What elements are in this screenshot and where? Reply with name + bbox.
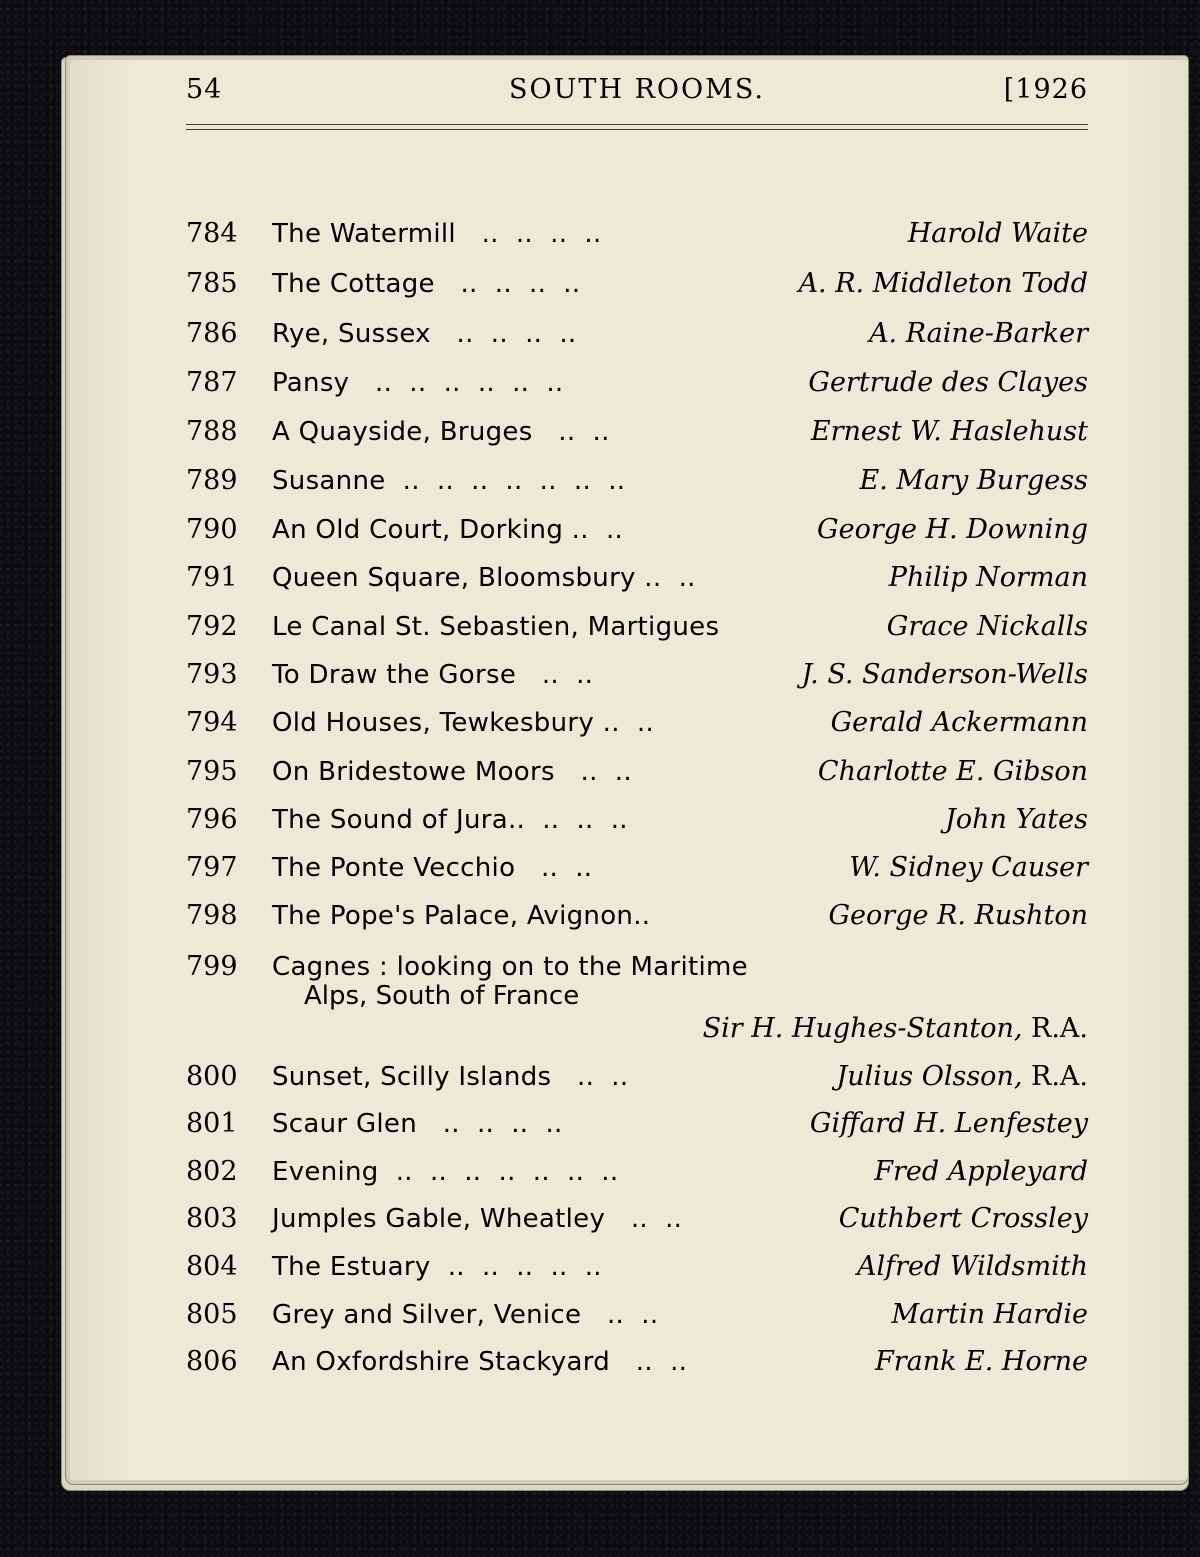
artist-name: E. Mary Burgess: [859, 465, 1088, 496]
list-item: [186, 1108, 1088, 1148]
artist-name-group: [908, 218, 1088, 249]
catalogue-number: 796: [186, 804, 238, 835]
artwork-title: A Quayside, Bruges .. ..: [272, 417, 610, 447]
artist-name: Gerald Ackermann: [830, 707, 1088, 738]
artist-name-group: [874, 1156, 1088, 1187]
page-title: SOUTH ROOMS.: [509, 74, 765, 105]
artist-name-group: [891, 1299, 1088, 1330]
artwork-title: Le Canal St. Sebastien, Martigues: [272, 612, 720, 642]
artist-name-group: [818, 756, 1088, 787]
artist-name: A. Raine-Barker: [869, 318, 1088, 349]
artwork-title: Grey and Silver, Venice .. ..: [272, 1300, 659, 1330]
artist-name: Charlotte E. Gibson: [817, 756, 1088, 787]
catalogue-number: 789: [186, 465, 238, 496]
artist-name: Gertrude des Clayes: [808, 367, 1088, 398]
artist-name: John Yates: [945, 804, 1088, 835]
catalogue-number: 788: [186, 416, 238, 447]
artist-name: Grace Nickalls: [886, 611, 1088, 642]
catalogue-number: 786: [186, 318, 238, 349]
artist-name: Cuthbert Crossley: [838, 1203, 1088, 1234]
artist-name: Harold Waite: [907, 218, 1088, 249]
artwork-title: The Estuary .. .. .. .. ..: [272, 1252, 602, 1282]
artist-name-group: [799, 268, 1088, 299]
catalogue-number: 785: [186, 268, 238, 299]
list-item: [186, 416, 1088, 456]
catalogue-number: 791: [186, 562, 238, 593]
list-item: [186, 465, 1088, 505]
list-item: [186, 1061, 1088, 1101]
artwork-title: Susanne .. .. .. .. .. .. ..: [272, 466, 626, 496]
artwork-title: Pansy .. .. .. .. .. ..: [272, 368, 564, 398]
artwork-title: To Draw the Gorse .. ..: [272, 660, 594, 690]
catalogue-number: 806: [186, 1346, 238, 1377]
artist-name-group: [817, 514, 1088, 545]
list-item: [186, 367, 1088, 407]
artist-name: Giffard H. Lenfestey: [809, 1108, 1088, 1139]
artist-name-group: [808, 367, 1088, 398]
list-item: [186, 900, 1088, 940]
catalogue-number: 797: [186, 852, 238, 883]
artwork-title: On Bridestowe Moors .. ..: [272, 757, 632, 787]
list-item: [186, 1299, 1088, 1339]
artist-name-group: [887, 611, 1088, 642]
artwork-title: The Pope's Palace, Avignon..: [272, 901, 651, 931]
catalogue-number: 793: [186, 659, 238, 690]
catalogue-number: 803: [186, 1203, 238, 1234]
list-item: [186, 318, 1088, 358]
list-item: [186, 514, 1088, 554]
artist-name: W. Sidney Causer: [849, 852, 1088, 883]
artist-name-group: [869, 318, 1088, 349]
list-item: [186, 756, 1088, 796]
catalogue-number: 784: [186, 218, 238, 249]
artist-name-group: [811, 416, 1088, 447]
artwork-title: Rye, Sussex .. .. .. ..: [272, 319, 577, 349]
list-item: [186, 852, 1088, 892]
artist-name: George H. Downing: [817, 514, 1088, 545]
artwork-title-continuation: Alps, South of France: [304, 981, 580, 1011]
artist-name-group: [810, 1108, 1088, 1139]
list-item: [186, 218, 1088, 258]
artist-name: Martin Hardie: [891, 1299, 1088, 1330]
artwork-title: An Oxfordshire Stackyard .. ..: [272, 1347, 688, 1377]
artwork-title: The Cottage .. .. .. ..: [272, 269, 581, 299]
artwork-title: Queen Square, Bloomsbury .. ..: [272, 563, 696, 593]
header-rule: [186, 129, 1088, 130]
artist-name-group: [703, 1013, 1088, 1044]
list-item: [186, 951, 1088, 1044]
catalogue-number: 787: [186, 367, 238, 398]
artwork-title: Old Houses, Tewkesbury .. ..: [272, 708, 655, 738]
catalogue-number: 792: [186, 611, 238, 642]
artist-name-group: [860, 465, 1088, 496]
list-item: [186, 1346, 1088, 1386]
catalogue-number: 804: [186, 1251, 238, 1282]
list-item: [186, 1203, 1088, 1243]
artist-name-group: [857, 1251, 1088, 1282]
catalogue-number: 802: [186, 1156, 238, 1187]
artist-name: A. R. Middleton Todd: [798, 268, 1088, 299]
page-header: [186, 74, 1088, 114]
artist-name: J. S. Sanderson-Wells: [801, 659, 1088, 690]
catalogue-number: 798: [186, 900, 238, 931]
artist-name-group: [889, 562, 1088, 593]
artist-name-group: [836, 1061, 1088, 1092]
artist-name: George R. Rushton: [828, 900, 1088, 931]
artist-name-group: [945, 804, 1088, 835]
artist-name: Julius Olsson,: [836, 1061, 1023, 1092]
artist-name: Sir H. Hughes-Stanton,: [702, 1013, 1023, 1044]
artist-name: Fred Appleyard: [874, 1156, 1088, 1187]
artist-name-group: [875, 1346, 1088, 1377]
list-item: [186, 562, 1088, 602]
catalogue-number: 794: [186, 707, 238, 738]
artist-name-group: [831, 707, 1088, 738]
catalogue-number: 801: [186, 1108, 238, 1139]
artist-name: Ernest W. Haslehust: [810, 416, 1088, 447]
list-item: [186, 611, 1088, 651]
artist-name: Philip Norman: [888, 562, 1088, 593]
artwork-title: The Watermill .. .. .. ..: [272, 219, 602, 249]
catalogue-number: 800: [186, 1061, 238, 1092]
artist-name: Alfred Wildsmith: [856, 1251, 1088, 1282]
artist-name: Frank E. Horne: [874, 1346, 1088, 1377]
artist-name-group: [839, 1203, 1088, 1234]
list-item: [186, 659, 1088, 699]
artwork-title: An Old Court, Dorking .. ..: [272, 515, 624, 545]
artwork-title: Cagnes : looking on to the Maritime: [272, 952, 748, 982]
artist-name-group: [801, 659, 1088, 690]
page-number: 54: [186, 74, 223, 105]
catalogue-number: 799: [186, 951, 238, 982]
page-year: [1926: [1003, 74, 1088, 105]
list-item: [186, 707, 1088, 747]
catalogue-number: 790: [186, 514, 238, 545]
list-item: [186, 1251, 1088, 1291]
artwork-title: Jumples Gable, Wheatley .. ..: [272, 1204, 683, 1234]
catalogue-number: 795: [186, 756, 238, 787]
artwork-title: Sunset, Scilly Islands .. ..: [272, 1062, 629, 1092]
artwork-title: The Ponte Vecchio .. ..: [272, 853, 593, 883]
list-item: [186, 1156, 1088, 1196]
artist-title-suffix: R.A.: [1022, 1061, 1088, 1092]
list-item: [186, 804, 1088, 844]
list-item: [186, 268, 1088, 308]
artist-title-suffix: R.A.: [1022, 1013, 1088, 1044]
artist-name-group: [849, 852, 1088, 883]
artist-name-group: [828, 900, 1088, 931]
catalogue-number: 805: [186, 1299, 238, 1330]
header-rule: [186, 124, 1088, 125]
artwork-title: Scaur Glen .. .. .. ..: [272, 1109, 563, 1139]
artwork-title: Evening .. .. .. .. .. .. ..: [272, 1157, 619, 1187]
artwork-title: The Sound of Jura.. .. .. ..: [272, 805, 628, 835]
